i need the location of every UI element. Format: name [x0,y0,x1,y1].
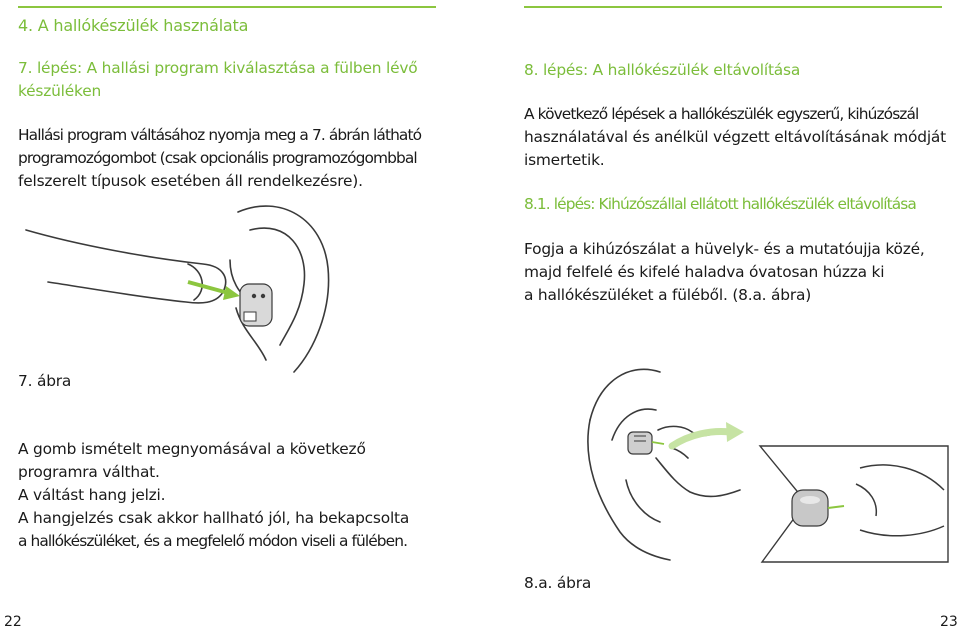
left-body-line4: A hangjelzés csak akkor hallható jól, ha bekapcsolta [18,509,410,527]
step8-heading: 8. lépés: A hallókészülék eltávolítása [524,61,801,79]
finger-outline [26,230,226,303]
index-finger-outline [656,458,740,496]
header-rule-left [18,6,436,8]
right-body-line1: Fogja a kihúzószálat a hüvelyk- és a mutatóujja közé, [524,240,925,258]
left-body-line5: a hallókészüléket, és a megfelelő módon viseli a fülében. [18,532,408,550]
right-intro-line1: A következő lépések a hallókészülék egyszerű, kihúzószál [524,105,919,123]
pull-string [652,442,664,444]
left-intro-line2: programozógombot (csak opcionális programozógombbal [18,149,417,167]
left-intro-line1: Hallási program váltásához nyomja meg a 7. ábrán látható [18,126,422,144]
hearing-aid-device [240,284,272,326]
step81-heading: 8.1. lépés: Kihúzószállal ellátott hallókészülék eltávolítása [524,195,916,213]
right-body-line2: majd felfelé és kifelé haladva óvatosan húzza ki [524,263,885,281]
figure-8a-illustration [560,350,950,565]
removal-arrow-head [726,422,744,442]
page-number-right: 23 [940,614,958,630]
right-body-line3: a hallókészüléket a füléből. (8.a. ábra) [524,286,812,304]
right-intro-line3: ismertetik. [524,151,605,169]
left-body-line1: A gomb ismételt megnyomásával a következő [18,440,366,458]
figure-8a-caption: 8.a. ábra [524,574,592,592]
ear-concha [626,480,660,522]
ear-outline [590,369,660,420]
left-intro-line3: felszerelt típusok esetében áll rendelkezésre). [18,172,363,190]
left-body-line2: programra válthat. [18,463,160,481]
left-body-line3: A váltást hang jelzi. [18,486,166,504]
section-title: 4. A hallókészülék használata [18,16,249,35]
right-intro-line2: használatával és anélkül végzett eltávolításának módját [524,128,946,146]
removal-arrow [672,432,730,446]
header-rule-right [524,6,942,8]
step7-heading-line2: készüléken [18,82,102,100]
step7-heading-line1: 7. lépés: A hallási program kiválasztása a fülben lévő [18,59,418,77]
figure-7-caption: 7. ábra [18,372,72,390]
finger-crease [672,448,688,458]
page-number-left: 22 [4,614,22,630]
hearing-aid-in-ear [628,432,652,454]
detail-inset [760,446,948,562]
figure-7-illustration [18,200,348,375]
